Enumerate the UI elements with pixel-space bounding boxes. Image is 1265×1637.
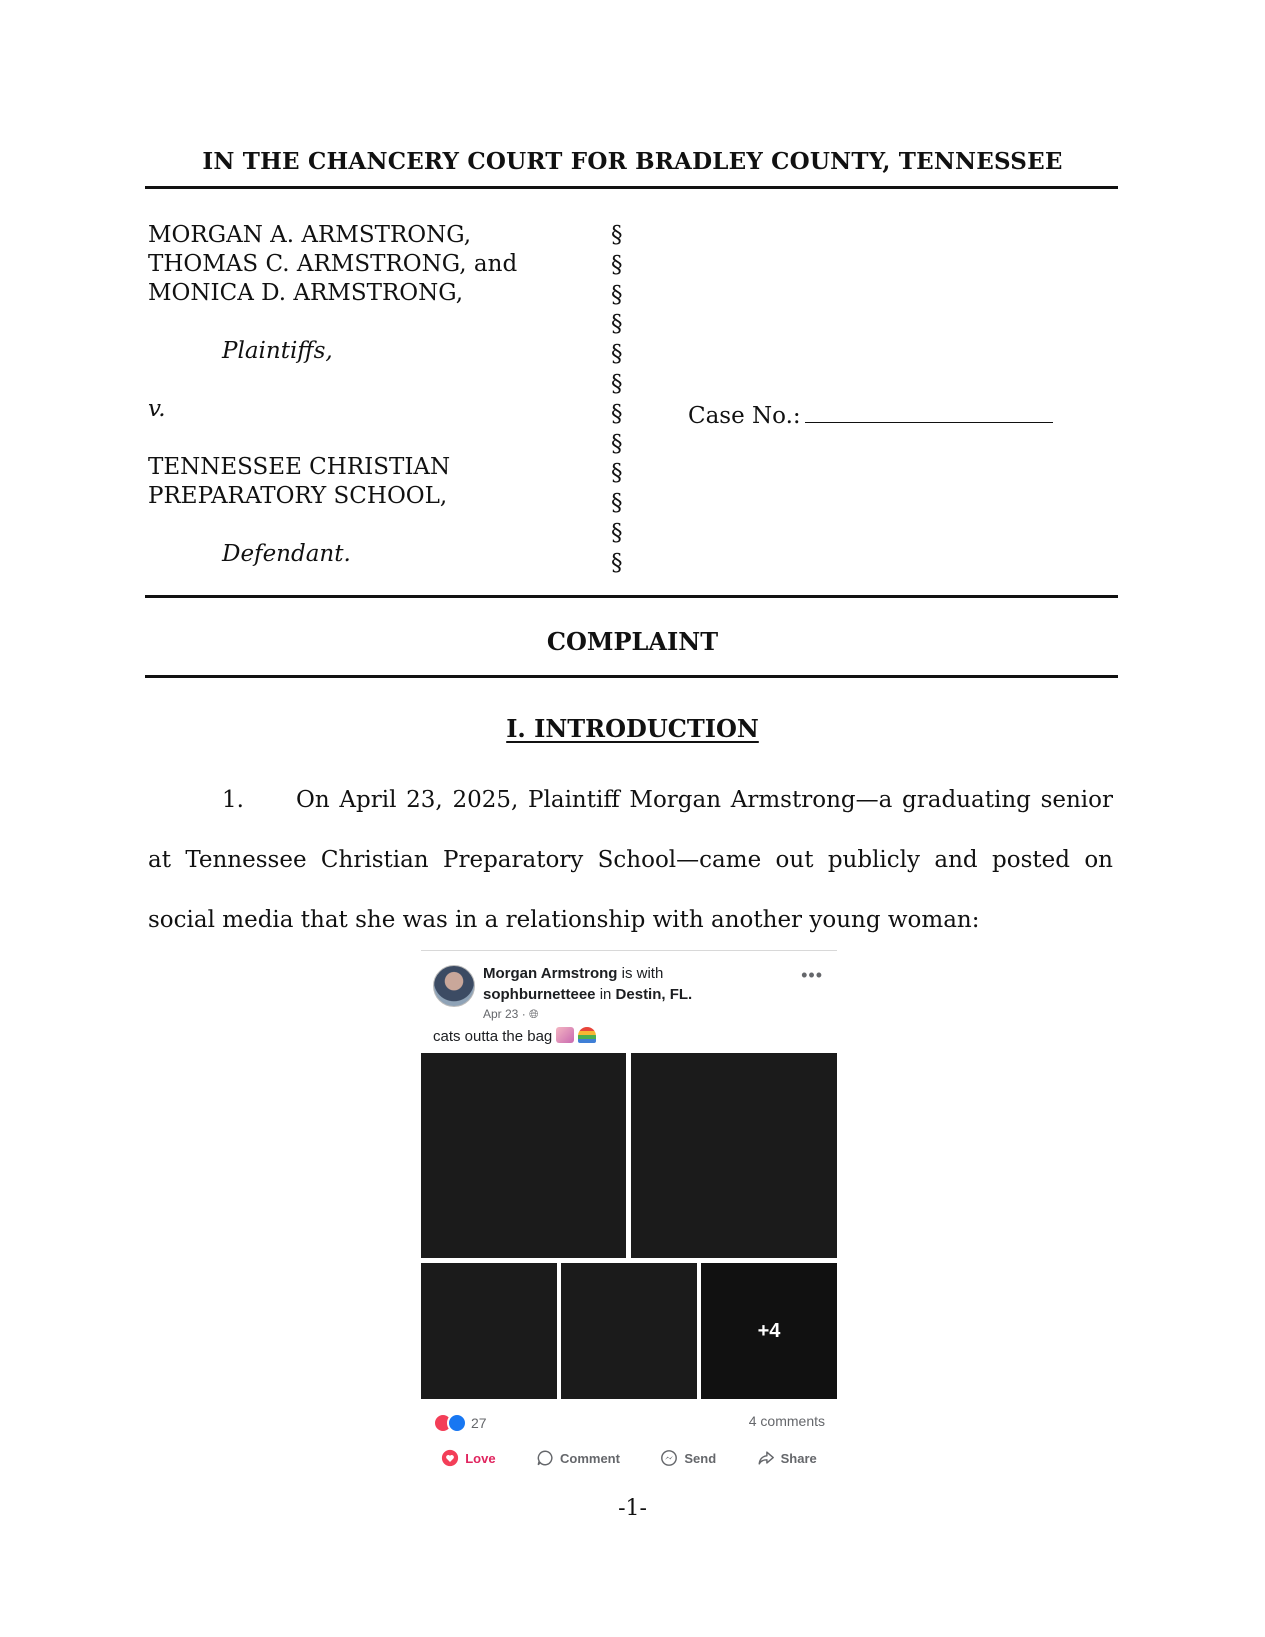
love-label: Love [465,1450,496,1466]
like-reaction-icon [447,1413,467,1433]
post-photo-more[interactable] [701,1263,837,1399]
comment-label: Comment [560,1450,620,1466]
case-number-label: Case No.: [688,403,801,429]
more-options-icon[interactable]: ••• [801,965,823,985]
send-button[interactable] [660,1449,716,1467]
case-number [688,402,1053,429]
post-location[interactable]: Destin, FL. [615,986,693,1003]
section-symbol: § [611,341,623,368]
post-actions [421,1449,837,1467]
versus: v. [148,396,166,422]
post-date [483,1007,539,1022]
paragraph-number: 1. [222,787,244,813]
court-title: IN THE CHANCERY COURT FOR BRADLEY COUNTY, TENNESSEE [202,148,1063,175]
send-label: Send [684,1450,717,1466]
defendant-line: TENNESSEE CHRISTIAN [148,454,451,480]
messenger-icon [660,1449,678,1467]
plaintiff-line: MORGAN A. ARMSTRONG, [148,222,472,248]
case-number-blank [805,402,1053,423]
share-label: Share [780,1450,817,1466]
post-photo[interactable] [421,1263,557,1399]
rainbow-emoji-icon [578,1027,596,1043]
post-photo[interactable] [631,1053,837,1258]
plaintiffs-role: Plaintiffs, [222,338,333,364]
avatar [433,965,475,1007]
caption-bottom-rule [145,595,1118,598]
section-symbol: § [611,281,623,308]
post-photo[interactable] [421,1053,626,1258]
post-caption-text: cats outta the bag [433,1028,553,1045]
heart-icon [441,1449,459,1467]
section-symbol: § [611,400,623,427]
paragraph [148,770,1113,950]
page-number: -1- [618,1496,647,1521]
facebook-post-screenshot [421,950,837,1476]
section-symbol-column [611,221,623,579]
caption-top-rule [145,186,1118,189]
section-heading-text: I. INTRODUCTION [506,714,759,743]
title-bottom-rule [145,675,1118,678]
section-symbol: § [611,549,623,576]
kiss-emoji-icon [556,1027,574,1043]
share-button[interactable] [757,1449,817,1467]
reaction-summary[interactable] [433,1413,487,1433]
comment-button[interactable] [536,1449,620,1467]
more-photos-count: +4 [701,1263,837,1399]
defendant-role: Defendant. [222,541,351,567]
section-symbol: § [611,311,623,338]
section-symbol: § [611,460,623,487]
with-text: is with [621,965,664,982]
section-symbol: § [611,222,623,248]
in-text: in [599,986,612,1003]
comment-icon [536,1449,554,1467]
reaction-count: 27 [471,1415,487,1431]
section-symbol: § [611,430,623,457]
plaintiff-line: THOMAS C. ARMSTRONG, and [148,251,518,277]
paragraph-text: On April 23, 2025, Plaintiff Morgan Armstrong—a graduating senior at Tennessee Christian Preparatory School—came out publicly and posted on social media that she was in a relationship with another young woman: [148,787,1113,933]
tagged-user[interactable]: sophburnetteee [483,986,596,1003]
document-title: COMPLAINT [546,627,719,656]
section-symbol: § [611,370,623,397]
comments-count[interactable]: 4 comments [748,1413,825,1429]
globe-icon: 🌐︎ [529,1007,539,1021]
plaintiff-line: MONICA D. ARMSTRONG, [148,280,464,306]
case-caption-parties [148,221,517,569]
defendant-line: PREPARATORY SCHOOL, [148,483,448,509]
section-symbol: § [611,251,623,278]
section-symbol: § [611,519,623,546]
love-button[interactable] [441,1449,495,1467]
post-author[interactable]: Morgan Armstrong [483,965,618,982]
post-date-text: Apr 23 · [483,1007,530,1021]
section-symbol: § [611,490,623,517]
share-icon [757,1449,775,1467]
post-caption [433,1027,596,1045]
post-header [483,963,692,1005]
section-heading [145,714,1120,743]
post-photo[interactable] [561,1263,697,1399]
